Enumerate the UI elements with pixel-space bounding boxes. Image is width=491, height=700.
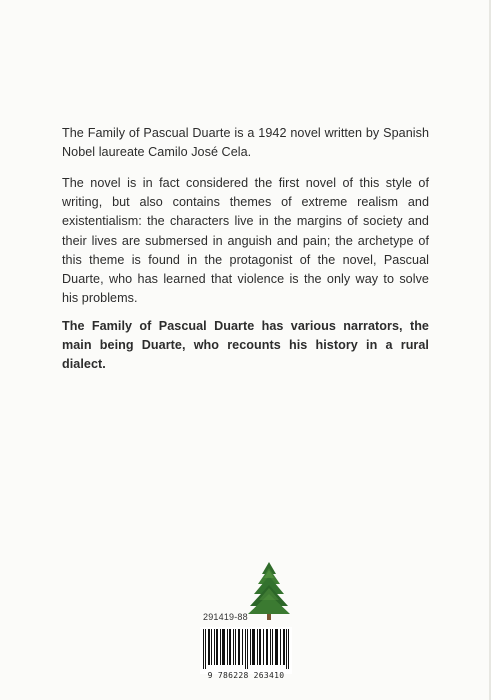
paragraph-intro: The Family of Pascual Duarte is a 1942 novel written by Spanish Nobel laureate Camilo José Cela.	[62, 126, 429, 160]
isbn-digits: 9 786228 263410	[207, 671, 285, 680]
paragraph-description: The novel is in fact considered the first novel of this style of writing, but also contains themes of extreme realism and existentialism: the characters live in the margins of society and their lives are submersed in anguish and pain; the archetype of this theme is found in the protagonist of the novel, Pascual Duarte, who has learned that violence is the only way to solve his problems.	[62, 176, 429, 306]
tree-icon	[246, 560, 292, 622]
product-code: 291419-88	[203, 612, 248, 622]
barcode	[200, 627, 292, 674]
paragraph-narrators: The Family of Pascual Duarte has various narrators, the main being Duarte, who recounts his history in a rural dialect.	[62, 319, 429, 372]
